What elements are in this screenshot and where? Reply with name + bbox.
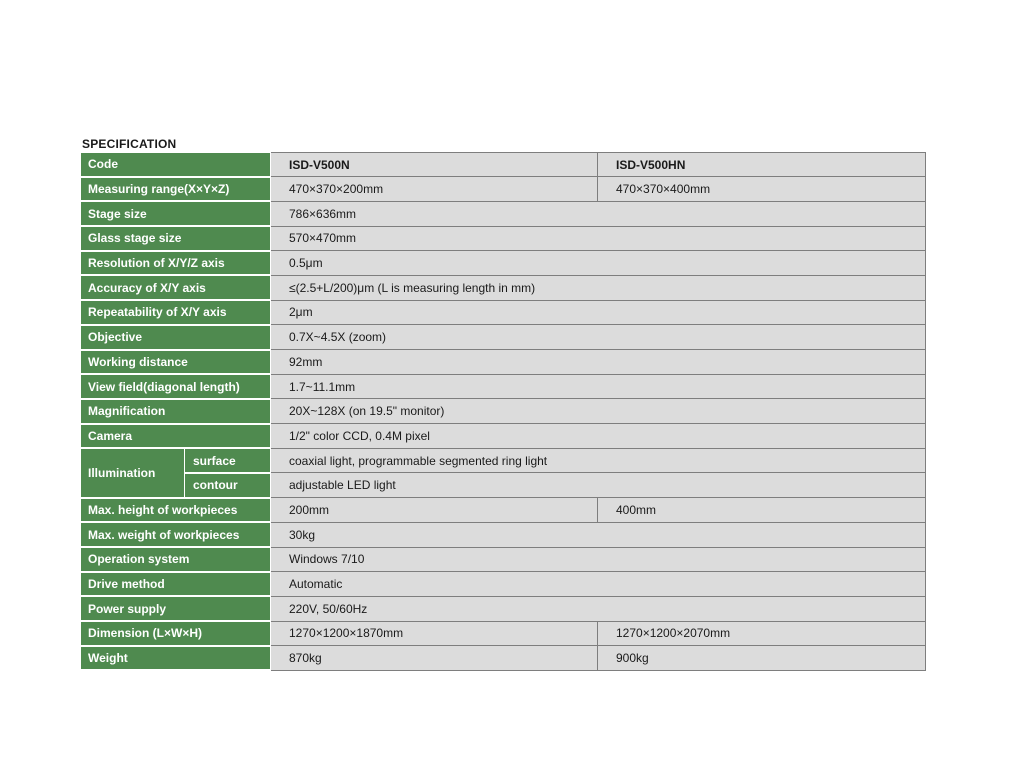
illumination-label: Illumination bbox=[81, 448, 185, 497]
row-value: 1.7~11.1mm bbox=[271, 374, 926, 399]
table-row bbox=[81, 547, 926, 572]
row-value: ≤(2.5+L/200)μm (L is measuring length in mm) bbox=[271, 275, 926, 300]
row-label: Magnification bbox=[81, 399, 271, 424]
row-value: 2μm bbox=[271, 300, 926, 325]
row-value: 470×370×200mm bbox=[271, 177, 598, 202]
row-value: 30kg bbox=[271, 522, 926, 547]
row-value: 1/2" color CCD, 0.4M pixel bbox=[271, 424, 926, 449]
row-label: Max. height of workpieces bbox=[81, 498, 271, 523]
table-row bbox=[81, 596, 926, 621]
row-label: Measuring range(X×Y×Z) bbox=[81, 177, 271, 202]
table-row bbox=[81, 251, 926, 276]
row-label: Max. weight of workpieces bbox=[81, 522, 271, 547]
row-label: Glass stage size bbox=[81, 226, 271, 251]
row-label: Objective bbox=[81, 325, 271, 350]
table-row bbox=[81, 522, 926, 547]
row-label: Resolution of X/Y/Z axis bbox=[81, 251, 271, 276]
row-value: Windows 7/10 bbox=[271, 547, 926, 572]
table-row bbox=[81, 399, 926, 424]
row-value: 786×636mm bbox=[271, 201, 926, 226]
row-value: 200mm bbox=[271, 498, 598, 523]
table-row bbox=[81, 621, 926, 646]
table-row bbox=[81, 424, 926, 449]
row-value: 1270×1200×2070mm bbox=[598, 621, 926, 646]
table-row bbox=[81, 325, 926, 350]
spec-title: SPECIFICATION bbox=[82, 137, 177, 151]
table-row bbox=[81, 498, 926, 523]
row-value: 92mm bbox=[271, 350, 926, 375]
row-value: 470×370×400mm bbox=[598, 177, 926, 202]
table-row bbox=[81, 177, 926, 202]
surface-label: surface bbox=[185, 448, 271, 473]
row-label: Accuracy of X/Y axis bbox=[81, 275, 271, 300]
row-label: Stage size bbox=[81, 201, 271, 226]
row-value: 1270×1200×1870mm bbox=[271, 621, 598, 646]
row-value: 570×470mm bbox=[271, 226, 926, 251]
row-label: Dimension (L×W×H) bbox=[81, 621, 271, 646]
table-row bbox=[81, 201, 926, 226]
table-row bbox=[81, 473, 926, 498]
row-value: 20X~128X (on 19.5" monitor) bbox=[271, 399, 926, 424]
spec-table bbox=[80, 152, 926, 671]
row-value: 400mm bbox=[598, 498, 926, 523]
table-row bbox=[81, 374, 926, 399]
code-label: Code bbox=[81, 153, 271, 177]
row-value: 870kg bbox=[271, 646, 598, 671]
model-header-1: ISD-V500N bbox=[271, 153, 598, 177]
table-row bbox=[81, 275, 926, 300]
row-label: Camera bbox=[81, 424, 271, 449]
row-label: Operation system bbox=[81, 547, 271, 572]
row-label: View field(diagonal length) bbox=[81, 374, 271, 399]
table-row bbox=[81, 153, 926, 177]
contour-label: contour bbox=[185, 473, 271, 498]
surface-value: coaxial light, programmable segmented ring light bbox=[271, 448, 926, 473]
row-value: 900kg bbox=[598, 646, 926, 671]
row-label: Repeatability of X/Y axis bbox=[81, 300, 271, 325]
table-row bbox=[81, 226, 926, 251]
contour-value: adjustable LED light bbox=[271, 473, 926, 498]
row-label: Working distance bbox=[81, 350, 271, 375]
table-row bbox=[81, 300, 926, 325]
row-label: Drive method bbox=[81, 572, 271, 597]
row-value: Automatic bbox=[271, 572, 926, 597]
table-row bbox=[81, 646, 926, 671]
row-label: Power supply bbox=[81, 596, 271, 621]
row-value: 0.7X~4.5X (zoom) bbox=[271, 325, 926, 350]
model-header-2: ISD-V500HN bbox=[598, 153, 926, 177]
row-label: Weight bbox=[81, 646, 271, 671]
table-row bbox=[81, 350, 926, 375]
table-row bbox=[81, 448, 926, 473]
row-value: 0.5μm bbox=[271, 251, 926, 276]
table-row bbox=[81, 572, 926, 597]
row-value: 220V, 50/60Hz bbox=[271, 596, 926, 621]
